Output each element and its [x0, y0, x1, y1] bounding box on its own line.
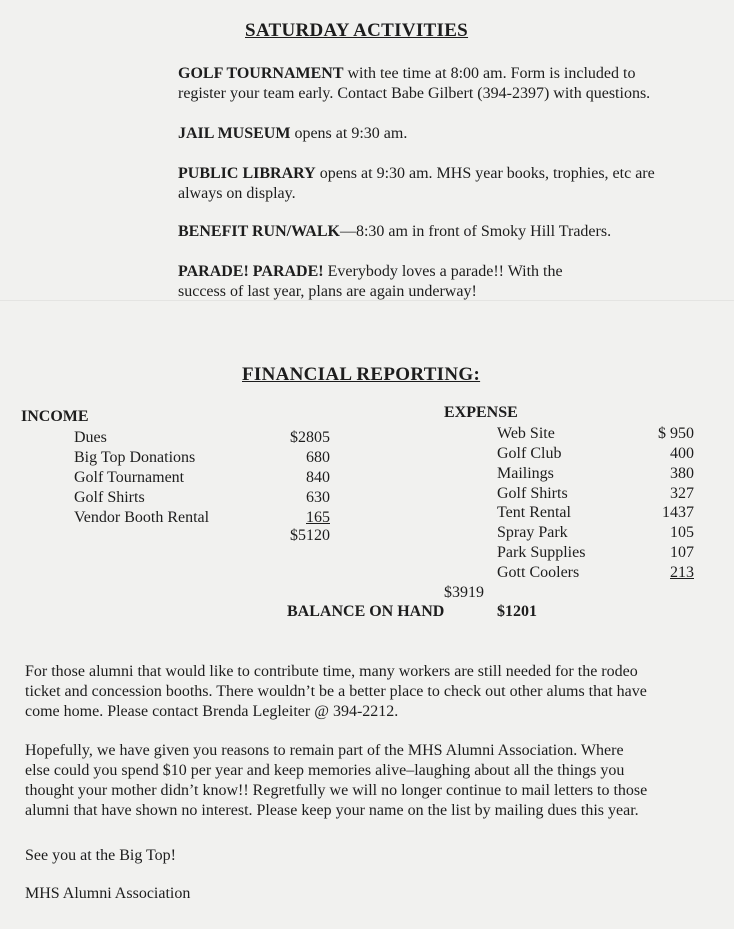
expense-label: Golf Club	[497, 445, 562, 462]
closing-line: See you at the Big Top!	[25, 847, 177, 864]
income-value: 840	[306, 469, 330, 486]
financial-reporting-title: FINANCIAL REPORTING:	[242, 364, 481, 385]
activity-heading: JAIL MUSEUM	[178, 125, 291, 142]
income-label: Big Top Donations	[74, 449, 196, 466]
expense-label: Golf Shirts	[497, 485, 568, 502]
expense-label: Tent Rental	[497, 504, 571, 521]
activity-heading: BENEFIT RUN/WALK	[178, 223, 340, 240]
balance-label: BALANCE ON HAND	[287, 603, 445, 620]
paragraph-line: Hopefully, we have given you reasons to remain part of the MHS Alumni Association. Where	[25, 742, 624, 759]
activity-text: —8:30 am in front of Smoky Hill Traders.	[339, 223, 612, 240]
expense-value-underlined: 213	[670, 564, 694, 581]
expense-value: 1437	[662, 504, 694, 521]
expense-label: Mailings	[497, 465, 554, 482]
income-value: 630	[306, 489, 330, 506]
activity-heading: GOLF TOURNAMENT	[178, 65, 344, 82]
expense-value: 105	[670, 524, 694, 541]
activity-heading: PUBLIC LIBRARY	[178, 165, 316, 182]
activity-text: opens at 9:30 am. MHS year books, trophies, etc are	[315, 165, 655, 182]
expense-label: Gott Coolers	[497, 564, 580, 581]
income-label: Vendor Booth Rental	[74, 509, 210, 526]
expense-value: 327	[670, 485, 694, 502]
activity-jail-museum	[178, 124, 718, 144]
expense-value	[634, 563, 694, 583]
activity-text: with tee time at 8:00 am. Form is included to	[343, 65, 636, 82]
volunteer-paragraph	[25, 662, 715, 722]
signature: MHS Alumni Association	[25, 885, 191, 902]
income-value-underlined: 165	[306, 509, 330, 526]
activity-golf-tournament	[178, 64, 718, 104]
activity-heading: PARADE! PARADE!	[178, 263, 324, 280]
paragraph-line: ticket and concession booths. There wouldn’t be a better place to check out other alums that have	[25, 683, 647, 700]
income-value: 680	[306, 449, 330, 466]
expense-value: 380	[670, 465, 694, 482]
paragraph-line: thought your mother didn’t know!! Regretfully we will no longer continue to mail letters to those	[25, 782, 648, 799]
expense-value: $ 950	[658, 425, 694, 442]
activity-text: Everybody loves a parade!! With the	[323, 263, 563, 280]
activity-text: register your team early. Contact Babe Gilbert (394-2397) with questions.	[178, 85, 651, 102]
income-label: Golf Tournament	[74, 469, 185, 486]
activity-text: always on display.	[178, 185, 296, 202]
activity-parade	[178, 262, 718, 302]
expense-value: 107	[670, 544, 694, 561]
expense-label: Spray Park	[497, 524, 568, 541]
activity-text: opens at 9:30 am.	[290, 125, 408, 142]
income-label: Golf Shirts	[74, 489, 145, 506]
income-total: $5120	[290, 527, 330, 544]
income-header: INCOME	[21, 408, 89, 425]
income-value	[270, 508, 330, 528]
paragraph-line: else could you spend $10 per year and keep memories alive–laughing about all the things you	[25, 762, 625, 779]
activity-public-library	[178, 164, 718, 204]
income-value: $2805	[290, 429, 330, 446]
activity-text: success of last year, plans are again underway!	[178, 283, 477, 300]
expense-label: Web Site	[497, 425, 555, 442]
saturday-activities-title: SATURDAY ACTIVITIES	[245, 20, 469, 41]
expense-value: 400	[670, 445, 694, 462]
membership-paragraph	[25, 741, 715, 821]
income-label: Dues	[74, 429, 107, 446]
paragraph-line: For those alumni that would like to contribute time, many workers are still needed for the rodeo	[25, 663, 638, 680]
expense-header: EXPENSE	[444, 404, 518, 421]
balance-value: $1201	[497, 603, 537, 620]
paragraph-line: alumni that have shown no interest. Please keep your name on the list by mailing dues this year.	[25, 802, 639, 819]
expense-total: $3919	[444, 584, 484, 601]
expense-label: Park Supplies	[497, 544, 586, 561]
activity-benefit-run-walk	[178, 222, 718, 242]
paragraph-line: come home. Please contact Brenda Legleiter @ 394-2212.	[25, 703, 399, 720]
